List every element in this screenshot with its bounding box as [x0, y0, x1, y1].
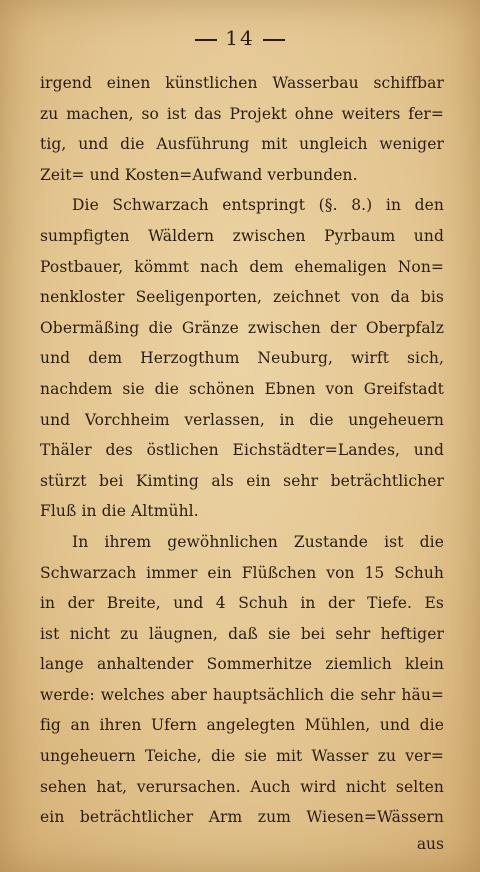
text-line: werde: welches aber hauptsächlich die sehr häu= [40, 685, 444, 704]
text-line: nenkloster Seeligenporten, zeichnet von da bis [40, 288, 444, 307]
left-dash-ornament [195, 39, 217, 41]
paragraph-start-line: In ihrem gewöhnlichen Zustande ist die [72, 532, 444, 551]
text-line: ungeheuern Teiche, die sie mit Wasser zu ver= [40, 747, 444, 766]
text-line: zu machen, so ist das Projekt ohne weiters fer= [40, 104, 444, 123]
text-line: nachdem sie die schönen Ebnen von Greifstadt [40, 379, 444, 398]
text-line: lange anhaltender Sommerhitze ziemlich klein [40, 655, 444, 674]
text-line: Zeit= und Kosten=Aufwand verbunden. [40, 165, 358, 184]
text-line: Fluß in die Altmühl. [40, 502, 199, 521]
text-line: und Vorchheim verlassen, in die ungeheuern [40, 410, 444, 429]
paragraph-start-line: Die Schwarzach entspringt (§. 8.) in den [72, 196, 444, 215]
catchword: aus [416, 835, 444, 853]
page-number: 14 [225, 26, 255, 50]
text-line: sehen hat, verursachen. Auch wird nicht selten [40, 777, 444, 796]
right-dash-ornament [263, 39, 285, 41]
text-line: fig an ihren Ufern angelegten Mühlen, und die [40, 716, 444, 735]
text-line: ist nicht zu läugnen, daß sie bei sehr heftiger [40, 624, 444, 643]
text-line: in der Breite, und 4 Schuh in der Tiefe. Es [40, 594, 444, 613]
text-line: ein beträchtlicher Arm zum Wiesen=Wässern [40, 808, 444, 827]
text-line: tig, und die Ausführung mit ungleich weniger [40, 135, 444, 154]
text-line: Thäler des östlichen Eichstädter=Landes, und [40, 441, 444, 460]
text-line: sumpfigten Wäldern zwischen Pyrbaum und [40, 226, 444, 245]
text-line: irgend einen künstlichen Wasserbau schiffbar [40, 74, 444, 92]
text-line: Postbauer, kömmt nach dem ehemaligen Non= [40, 257, 444, 276]
text-line: und dem Herzogthum Neuburg, wirft sich, [40, 349, 444, 368]
text-line: Schwarzach immer ein Flüßchen von 15 Schuh [40, 563, 444, 582]
text-line: Obermäßing die Gränze zwischen der Oberpfalz [40, 318, 444, 337]
page-number-header [0, 26, 480, 50]
body-text [40, 68, 444, 833]
text-line: stürzt bei Kimting als ein sehr beträchtlicher [40, 471, 444, 490]
